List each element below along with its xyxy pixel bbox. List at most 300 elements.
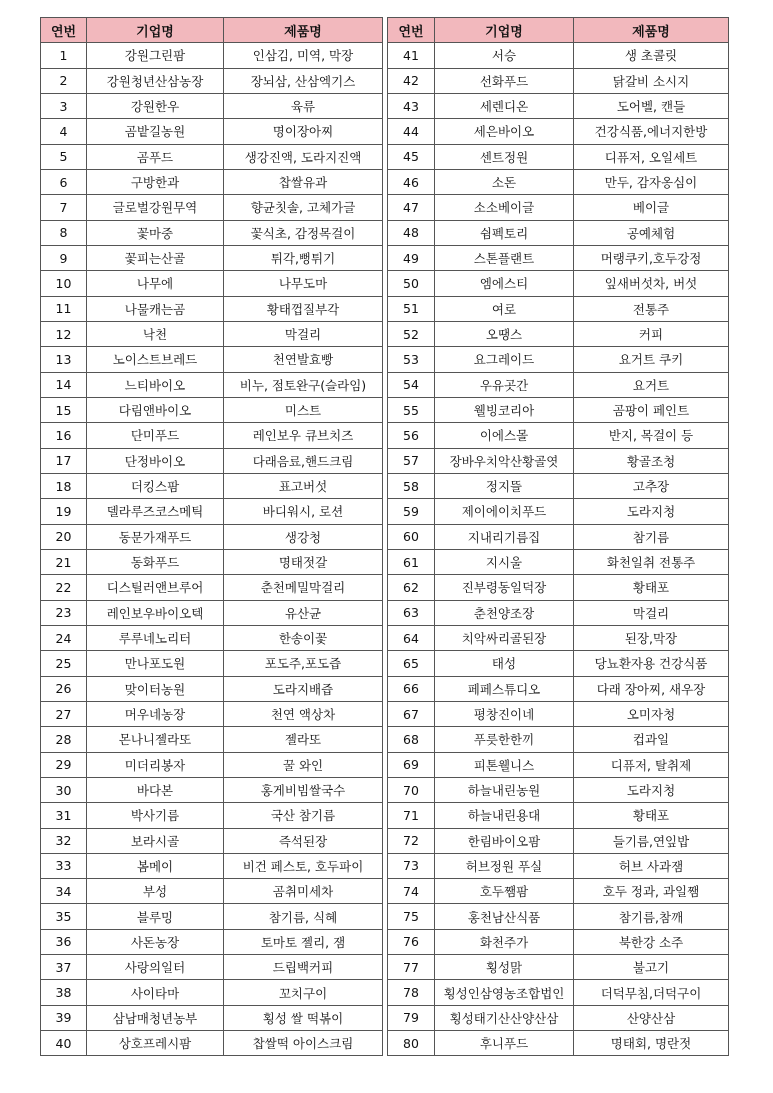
row-number: 49 [388,245,435,270]
product-name: 명태회, 명란젓 [574,1031,729,1056]
product-name: 컵과일 [574,727,729,752]
table-row [388,727,729,752]
company-name: 강원한우 [87,93,224,118]
table-row [388,524,729,549]
table-row [41,93,383,118]
product-name: 미스트 [224,397,383,422]
header-row [388,18,729,43]
product-name: 인삼김, 미역, 막장 [224,43,383,68]
row-number: 30 [41,777,87,802]
table-row [41,347,383,372]
table-row [41,625,383,650]
header-row [41,18,383,43]
row-number: 14 [41,372,87,397]
row-number: 21 [41,549,87,574]
table-row [388,372,729,397]
table-row [388,752,729,777]
row-number: 76 [388,929,435,954]
company-name: 세은바이오 [435,119,574,144]
company-name: 블루밍 [87,904,224,929]
row-number: 24 [41,625,87,650]
table-row [41,119,383,144]
row-number: 15 [41,397,87,422]
table-row [41,195,383,220]
row-number: 53 [388,347,435,372]
product-name: 막걸리 [574,600,729,625]
row-number: 71 [388,803,435,828]
company-name: 한림바이오팜 [435,828,574,853]
table-row [41,499,383,524]
product-name: 황태포 [574,575,729,600]
row-number: 20 [41,524,87,549]
company-name: 선화푸드 [435,68,574,93]
row-number: 41 [388,43,435,68]
company-name: 요그레이드 [435,347,574,372]
table-row [41,879,383,904]
product-name: 북한강 소주 [574,929,729,954]
product-name: 국산 참기름 [224,803,383,828]
product-name: 들기름,연잎밥 [574,828,729,853]
product-name: 다래음료,핸드크림 [224,448,383,473]
company-name: 허브정원 푸실 [435,853,574,878]
company-name: 델라루즈코스메틱 [87,499,224,524]
product-name: 불고기 [574,955,729,980]
product-name: 장뇌삼, 산삼엑기스 [224,68,383,93]
product-name: 꽃식초, 감정목걸이 [224,220,383,245]
row-number: 66 [388,676,435,701]
product-name: 만두, 감자옹심이 [574,169,729,194]
row-number: 51 [388,296,435,321]
company-name: 지시울 [435,549,574,574]
company-name: 곰푸드 [87,144,224,169]
row-number: 28 [41,727,87,752]
table-row [41,980,383,1005]
table-row [388,321,729,346]
row-number: 50 [388,271,435,296]
company-name: 노이스트브레드 [87,347,224,372]
product-name: 디퓨저, 탈취제 [574,752,729,777]
vendor-list [40,17,729,1056]
product-name: 즉석된장 [224,828,383,853]
product-name: 디퓨저, 오일세트 [574,144,729,169]
product-name: 레인보우 큐브치즈 [224,423,383,448]
product-name: 더덕무침,더덕구이 [574,980,729,1005]
row-number: 64 [388,625,435,650]
product-name: 생 초콜릿 [574,43,729,68]
product-name: 명태젓갈 [224,549,383,574]
table-row [388,43,729,68]
table-row [388,955,729,980]
company-name: 여로 [435,296,574,321]
product-name: 된장,막장 [574,625,729,650]
company-name: 루루네노리터 [87,625,224,650]
product-name: 반지, 목걸이 등 [574,423,729,448]
product-name: 참기름 [574,524,729,549]
product-name: 고추장 [574,473,729,498]
product-name: 산양산삼 [574,1005,729,1030]
product-name: 도라지배즙 [224,676,383,701]
product-name: 요거트 [574,372,729,397]
product-name: 허브 사과잼 [574,853,729,878]
row-number: 19 [41,499,87,524]
product-name: 커피 [574,321,729,346]
company-name: 소돈 [435,169,574,194]
table-row [388,676,729,701]
product-name: 도라지청 [574,499,729,524]
row-number: 37 [41,955,87,980]
product-name: 도라지청 [574,777,729,802]
company-name: 화천주가 [435,929,574,954]
product-name: 천연발효빵 [224,347,383,372]
company-name: 사이타마 [87,980,224,1005]
table-row [388,651,729,676]
row-number: 35 [41,904,87,929]
company-name: 페페스튜디오 [435,676,574,701]
product-name: 홍게비빔쌀국수 [224,777,383,802]
table-row [41,600,383,625]
table-row [41,853,383,878]
company-name: 오땡스 [435,321,574,346]
product-name: 공예체험 [574,220,729,245]
table-row [41,676,383,701]
table-row [41,955,383,980]
product-name: 잎새버섯차, 버섯 [574,271,729,296]
table-row [388,93,729,118]
table-row [41,651,383,676]
row-number: 40 [41,1031,87,1056]
table-row [41,68,383,93]
table-row [388,195,729,220]
company-name: 엠에스티 [435,271,574,296]
product-name: 찹쌀떡 아이스크림 [224,1031,383,1056]
company-name: 상호프레시팜 [87,1031,224,1056]
company-name: 푸릇한한끼 [435,727,574,752]
product-name: 나무도마 [224,271,383,296]
product-name: 토마토 젤리, 잼 [224,929,383,954]
product-name: 꼬치구이 [224,980,383,1005]
company-name: 꽃피는산골 [87,245,224,270]
company-name: 진부령동일덕장 [435,575,574,600]
company-name: 미더리봉자 [87,752,224,777]
table-row [388,929,729,954]
company-name: 횡성인삼영농조합법인 [435,980,574,1005]
company-name: 정지뜰 [435,473,574,498]
company-name: 삼남매청년농부 [87,1005,224,1030]
company-name: 곰밭길농원 [87,119,224,144]
company-name: 머우네농장 [87,701,224,726]
company-name: 낙천 [87,321,224,346]
row-number: 7 [41,195,87,220]
company-name: 바다본 [87,777,224,802]
table-row [41,144,383,169]
header-product: 제품명 [574,18,729,43]
table-row [388,296,729,321]
row-number: 46 [388,169,435,194]
row-number: 6 [41,169,87,194]
row-number: 77 [388,955,435,980]
company-name: 몬나니젤라또 [87,727,224,752]
table-row [388,423,729,448]
table-row [388,904,729,929]
company-name: 춘천양조장 [435,600,574,625]
company-name: 다림앤바이오 [87,397,224,422]
product-name: 요거트 쿠키 [574,347,729,372]
row-number: 9 [41,245,87,270]
table-row [41,397,383,422]
product-name: 오미자청 [574,701,729,726]
row-number: 67 [388,701,435,726]
company-name: 하늘내린용대 [435,803,574,828]
product-name: 닭갈비 소시지 [574,68,729,93]
company-name: 보라시골 [87,828,224,853]
header-no: 연번 [388,18,435,43]
row-number: 3 [41,93,87,118]
table-row [388,549,729,574]
row-number: 45 [388,144,435,169]
table-row [41,423,383,448]
company-name: 나무에 [87,271,224,296]
table-row [41,524,383,549]
row-number: 43 [388,93,435,118]
product-name: 도어벨, 캔들 [574,93,729,118]
table-row [41,752,383,777]
table-row [388,625,729,650]
product-name: 비건 페스토, 호두파이 [224,853,383,878]
row-number: 4 [41,119,87,144]
table-row [41,727,383,752]
product-name: 전통주 [574,296,729,321]
table-row [388,803,729,828]
row-number: 78 [388,980,435,1005]
row-number: 34 [41,879,87,904]
table-row [388,271,729,296]
company-name: 디스틸러앤브루어 [87,575,224,600]
company-name: 웰빙코리아 [435,397,574,422]
row-number: 36 [41,929,87,954]
row-number: 58 [388,473,435,498]
table-row [388,68,729,93]
row-number: 54 [388,372,435,397]
row-number: 5 [41,144,87,169]
company-name: 평창진이네 [435,701,574,726]
header-product: 제품명 [224,18,383,43]
row-number: 70 [388,777,435,802]
product-name: 머랭쿠키,호두강정 [574,245,729,270]
company-name: 레인보우바이오텍 [87,600,224,625]
product-name: 꿀 와인 [224,752,383,777]
table-row [41,904,383,929]
row-number: 79 [388,1005,435,1030]
product-name: 횡성 쌀 떡볶이 [224,1005,383,1030]
row-number: 8 [41,220,87,245]
company-name: 서승 [435,43,574,68]
table-row [388,1031,729,1056]
product-name: 비누, 점토완구(슬라임) [224,372,383,397]
company-name: 사랑의일터 [87,955,224,980]
product-name: 육류 [224,93,383,118]
table-row [388,347,729,372]
row-number: 47 [388,195,435,220]
product-name: 한송이꽃 [224,625,383,650]
row-number: 13 [41,347,87,372]
product-name: 화천일취 전통주 [574,549,729,574]
company-name: 동문가재푸드 [87,524,224,549]
company-name: 더킹스팜 [87,473,224,498]
vendor-table-left [40,17,383,1056]
company-name: 우유곳간 [435,372,574,397]
row-number: 16 [41,423,87,448]
product-name: 유산균 [224,600,383,625]
table-row [41,777,383,802]
company-name: 태성 [435,651,574,676]
table-row [388,499,729,524]
company-name: 횡성맑 [435,955,574,980]
company-name: 스톤플랜트 [435,245,574,270]
row-number: 74 [388,879,435,904]
row-number: 55 [388,397,435,422]
product-name: 드립백커피 [224,955,383,980]
company-name: 센트정원 [435,144,574,169]
row-number: 17 [41,448,87,473]
company-name: 강원그린팜 [87,43,224,68]
row-number: 26 [41,676,87,701]
row-number: 72 [388,828,435,853]
header-no: 연번 [41,18,87,43]
product-name: 참기름, 식혜 [224,904,383,929]
row-number: 1 [41,43,87,68]
product-name: 막걸리 [224,321,383,346]
product-name: 호두 정과, 과일쨈 [574,879,729,904]
product-name: 젤라또 [224,727,383,752]
product-name: 바디워시, 로션 [224,499,383,524]
header-company: 기업명 [87,18,224,43]
company-name: 단미푸드 [87,423,224,448]
table-row [388,980,729,1005]
product-name: 튀각,뻥튀기 [224,245,383,270]
product-name: 찹쌀유과 [224,169,383,194]
company-name: 꽃마중 [87,220,224,245]
table-row [41,1005,383,1030]
row-number: 48 [388,220,435,245]
table-row [388,853,729,878]
table-row [41,296,383,321]
product-name: 생강청 [224,524,383,549]
company-name: 세렌디온 [435,93,574,118]
company-name: 하늘내린농원 [435,777,574,802]
table-row [41,828,383,853]
company-name: 동화푸드 [87,549,224,574]
row-number: 80 [388,1031,435,1056]
product-name: 곰취미세차 [224,879,383,904]
row-number: 32 [41,828,87,853]
table-row [41,929,383,954]
company-name: 나물캐는곰 [87,296,224,321]
row-number: 75 [388,904,435,929]
table-row [41,245,383,270]
row-number: 38 [41,980,87,1005]
company-name: 피톤웰니스 [435,752,574,777]
company-name: 강원청년산삼농장 [87,68,224,93]
product-name: 다래 장아찌, 새우장 [574,676,729,701]
company-name: 호두쨈팜 [435,879,574,904]
table-row [388,448,729,473]
company-name: 지내리기름집 [435,524,574,549]
row-number: 61 [388,549,435,574]
product-name: 춘천메밀막걸리 [224,575,383,600]
row-number: 18 [41,473,87,498]
product-name: 표고버섯 [224,473,383,498]
table-body-left [41,43,383,1056]
product-name: 황골조청 [574,448,729,473]
table-row [388,245,729,270]
product-name: 건강식품,에너지한방 [574,119,729,144]
row-number: 56 [388,423,435,448]
company-name: 횡성태기산산양산삼 [435,1005,574,1030]
row-number: 73 [388,853,435,878]
company-name: 글로벌강원무역 [87,195,224,220]
table-row [41,372,383,397]
row-number: 31 [41,803,87,828]
product-name: 생강진액, 도라지진액 [224,144,383,169]
company-name: 맞이터농원 [87,676,224,701]
table-row [41,473,383,498]
row-number: 52 [388,321,435,346]
company-name: 이에스몰 [435,423,574,448]
company-name: 만나포도원 [87,651,224,676]
product-name: 천연 액상차 [224,701,383,726]
header-company: 기업명 [435,18,574,43]
table-row [41,271,383,296]
row-number: 11 [41,296,87,321]
table-row [41,220,383,245]
table-row [388,397,729,422]
row-number: 42 [388,68,435,93]
row-number: 65 [388,651,435,676]
product-name: 명이장아찌 [224,119,383,144]
company-name: 쉼펙토리 [435,220,574,245]
product-name: 황태포 [574,803,729,828]
row-number: 59 [388,499,435,524]
product-name: 황태껍질부각 [224,296,383,321]
table-row [41,549,383,574]
row-number: 57 [388,448,435,473]
table-row [41,701,383,726]
row-number: 44 [388,119,435,144]
product-name: 향균칫솔, 고체가글 [224,195,383,220]
row-number: 25 [41,651,87,676]
row-number: 10 [41,271,87,296]
company-name: 느티바이오 [87,372,224,397]
company-name: 단정바이오 [87,448,224,473]
company-name: 박사기름 [87,803,224,828]
company-name: 부성 [87,879,224,904]
table-row [388,701,729,726]
company-name: 사돈농장 [87,929,224,954]
table-row [388,575,729,600]
table-row [388,119,729,144]
product-name: 당뇨환자용 건강식품 [574,651,729,676]
table-row [388,220,729,245]
company-name: 봄메이 [87,853,224,878]
row-number: 29 [41,752,87,777]
table-row [388,1005,729,1030]
table-row [388,473,729,498]
product-name: 베이글 [574,195,729,220]
row-number: 2 [41,68,87,93]
row-number: 63 [388,600,435,625]
table-row [41,575,383,600]
table-row [388,777,729,802]
